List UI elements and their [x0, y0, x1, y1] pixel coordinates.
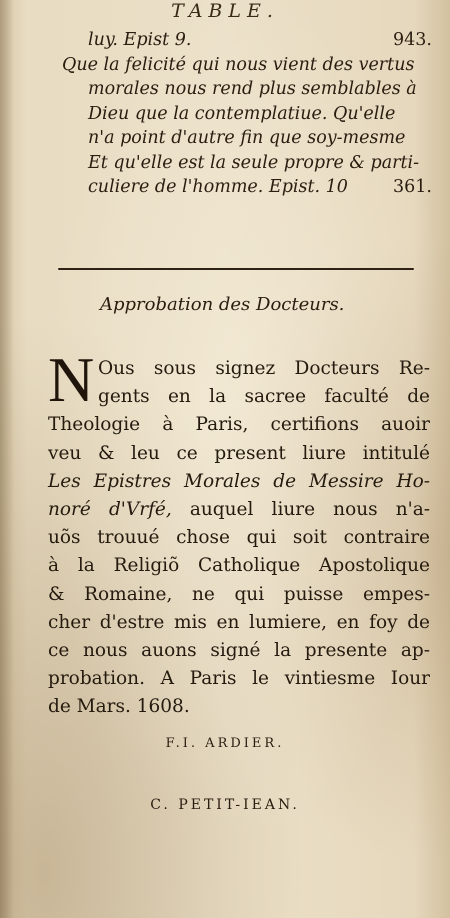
body-text-line — [48, 383, 430, 411]
drop-cap-initial: N — [48, 344, 95, 415]
table-index-entries — [62, 28, 442, 200]
body-text-segment: Theologie à Paris, certifions auoir — [48, 414, 430, 436]
index-entry-line — [62, 77, 442, 102]
approbation-body — [48, 355, 430, 721]
page-gutter-shadow — [0, 0, 14, 918]
body-text-line — [48, 609, 430, 637]
index-entry-text: luy. Epist 9. — [88, 30, 192, 50]
book-title-italic: noré d'Vrfé, — [48, 498, 190, 520]
body-text-line — [48, 581, 430, 609]
approbation-title: Approbation des Docteurs. — [100, 294, 345, 315]
body-text-line — [48, 637, 430, 665]
body-text-line — [48, 355, 430, 383]
body-text-segment: veu & leu ce present liure intitulé — [48, 442, 430, 464]
body-text-line — [48, 468, 430, 496]
index-entry-text: culiere de l'homme. Epist. 10 — [88, 177, 348, 197]
index-entry-line — [62, 126, 442, 151]
body-text-segment: auquel liure nous n'a- — [189, 498, 430, 520]
body-text-segment: cher d'estre mis en lumiere, en foy de — [48, 611, 430, 633]
index-entry-line — [62, 151, 442, 176]
body-text-line — [48, 440, 430, 468]
body-text-segment: ce nous auons signé la presente ap- — [48, 639, 430, 661]
index-entry-text: Dieu que la contemplatiue. Qu'elle — [88, 103, 396, 124]
body-text-segment: de Mars. 1608. — [48, 696, 190, 718]
body-text-line — [48, 552, 430, 580]
index-entry-text: morales nous rend plus semblables à — [88, 79, 417, 99]
signatory-name: F.I. ARDIER. — [165, 736, 285, 751]
body-text-line — [48, 524, 430, 552]
index-entry-text: Que la felicité qui nous vient des vertus — [62, 54, 415, 75]
index-entry-line — [62, 53, 442, 78]
body-text-segment: & Romaine, ne qui puisse empes- — [48, 583, 430, 605]
body-text-line — [48, 496, 430, 524]
body-text-line — [48, 665, 430, 693]
printer-name: C. PETIT-IEAN. — [150, 797, 300, 813]
body-text-segment: gents en la sacree faculté de — [98, 386, 430, 408]
index-page-number: 943. — [393, 30, 432, 50]
index-page-number: 361. — [393, 177, 432, 197]
body-text-line — [48, 693, 430, 721]
section-divider-rule — [58, 268, 414, 270]
body-text-segment: probation. A Paris le vintiesme Iour — [48, 668, 430, 690]
running-head: TABLE. — [171, 0, 279, 22]
body-text-segment: à la Religiõ Catholique Apostolique — [48, 555, 430, 577]
index-entry-line — [62, 175, 442, 200]
body-text-line — [48, 411, 430, 439]
index-entry-text: Et qu'elle est la seule propre & parti- — [88, 152, 420, 173]
body-text-segment: uõs trouué chose qui soit contraire — [48, 527, 430, 549]
book-title-italic: Les Epistres Morales de Messire Ho- — [48, 470, 430, 492]
index-entry-line — [62, 28, 442, 53]
index-entry-line — [62, 102, 442, 127]
index-entry-text: n'a point d'autre fin que soy-mesme — [88, 128, 406, 148]
body-text-segment: Ous sous signez Docteurs Re- — [98, 358, 430, 379]
